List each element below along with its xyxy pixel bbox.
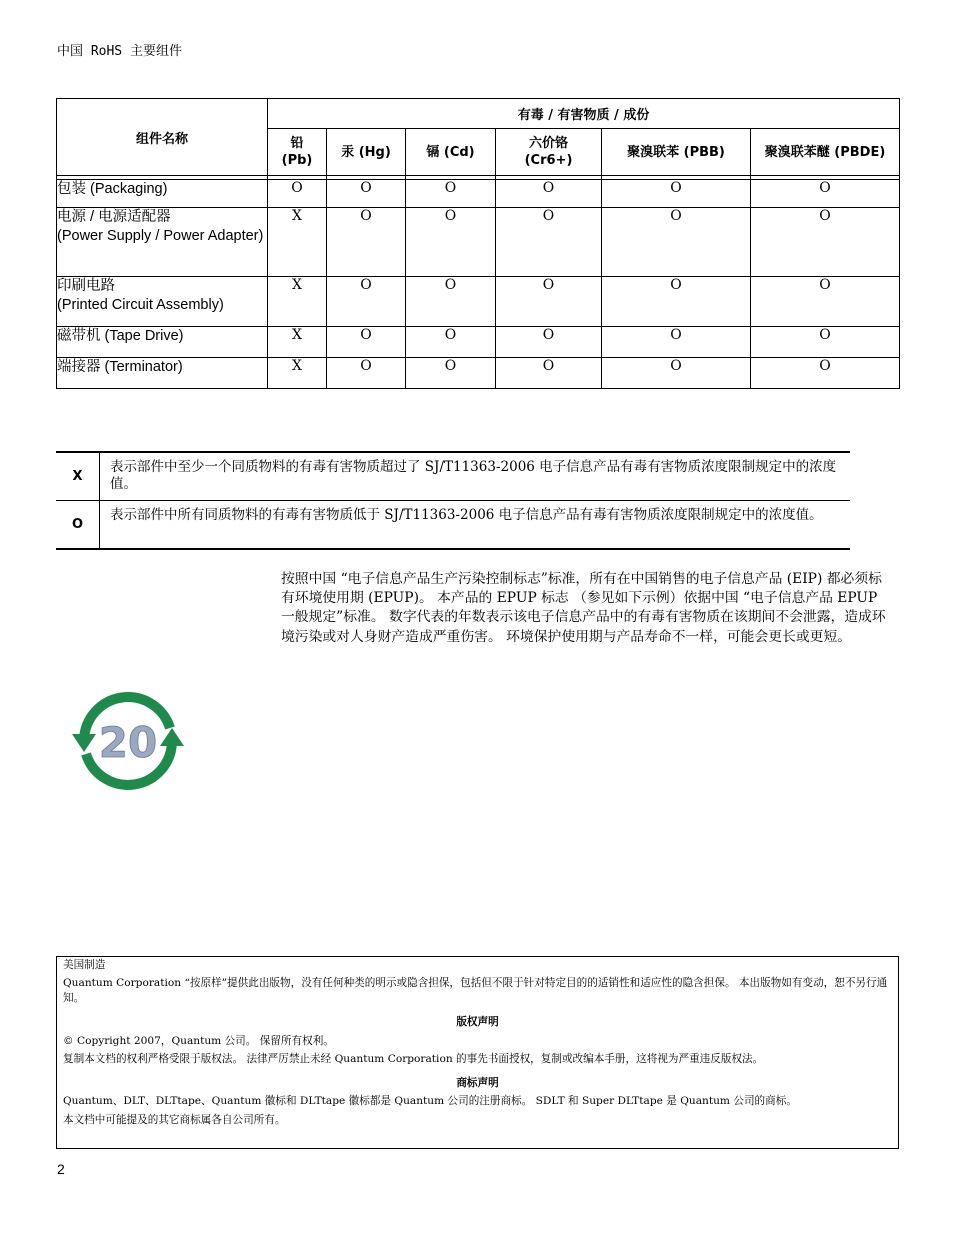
trademark-heading: 商标声明 xyxy=(456,1077,499,1089)
mark-cell: O xyxy=(327,180,406,208)
legend-description: 表示部件中至少一个同质物料的有毒有害物质超过了 SJ/T11363-2006 电子信息产品有毒有害物质浓度限制规定中的浓度值。 xyxy=(100,452,851,501)
mark-cell: O xyxy=(327,327,406,358)
mark-cell: X xyxy=(268,358,327,389)
component-cell: 端接器 (Terminator) xyxy=(57,358,268,389)
mark-cell: O xyxy=(496,208,602,277)
mark-cell: O xyxy=(751,327,900,358)
legend-row xyxy=(56,452,850,501)
recycle-arrows-icon xyxy=(70,690,186,792)
epup-number: 20 xyxy=(98,718,158,767)
mark-cell: O xyxy=(602,277,751,327)
mark-cell: O xyxy=(406,327,496,358)
table-row xyxy=(57,358,900,389)
component-cell: 磁带机 (Tape Drive) xyxy=(57,327,268,358)
mark-cell: O xyxy=(751,208,900,277)
mark-cell: O xyxy=(751,358,900,389)
mark-cell: O xyxy=(496,327,602,358)
epup-paragraph: 按照中国 “电子信息产品生产污染控制标志”标准，所有在中国销售的电子信息产品 (EIP) 都必须标有环境使用期 (EPUP)。 本产品的 EPUP 标志 （参见如下示例）依据中国 “电子信息产品 EPUP 一般规定”标准。 数字代表的年数表示该电子信息产品中的有毒有害物质在该期间不会泄露，造成环境污染或对人身财产造成严重伤害。 环境保护使用期与产品寿命不一样，可能会更长或更短。 xyxy=(281,571,886,645)
mark-cell: O xyxy=(602,208,751,277)
copyright-line: © Copyright 2007，Quantum 公司。 保留所有权利。 xyxy=(63,1035,334,1047)
rohs-substance-table xyxy=(56,98,900,389)
substance-header: 六价铬 (Cr6+) xyxy=(496,129,602,176)
table-row xyxy=(57,277,900,327)
mark-cell: O xyxy=(327,358,406,389)
disclaimer-text: Quantum Corporation “按原样”提供此出版物，没有任何种类的明示或隐含担保，包括但不限于针对特定目的的适销性和适应性的隐含担保。 本出版物如有变动，恕不另行通知。 xyxy=(63,977,888,1004)
page-header-title: 中国 RoHS 主要组件 xyxy=(57,44,182,59)
mark-cell: O xyxy=(751,180,900,208)
component-cell: 包装 (Packaging) xyxy=(57,180,268,208)
mark-cell: X xyxy=(268,208,327,277)
trademark-other: 本文档中可能提及的其它商标属各自公司所有。 xyxy=(63,1114,286,1126)
mark-cell: O xyxy=(327,208,406,277)
copyright-heading: 版权声明 xyxy=(456,1016,499,1028)
trademark-line: Quantum、DLT、DLTtape、Quantum 徽标和 DLTtape 徽标都是 Quantum 公司的注册商标。 SDLT 和 Super DLTtape 是 Quantum 公司的商标。 xyxy=(63,1095,797,1107)
page-number: 2 xyxy=(57,1161,65,1177)
mark-cell: O xyxy=(406,208,496,277)
component-name-header: 组件名称 xyxy=(57,99,268,176)
substance-header: 镉 (Cd) xyxy=(406,129,496,176)
legend-symbol: X xyxy=(56,452,100,501)
mark-cell: O xyxy=(496,180,602,208)
mark-cell: O xyxy=(602,358,751,389)
substance-header: 汞 (Hg) xyxy=(327,129,406,176)
substance-header: 聚溴联苯 (PBB) xyxy=(602,129,751,176)
mark-cell: O xyxy=(496,358,602,389)
hazardous-substance-group-header: 有毒 / 有害物质 / 成份 xyxy=(268,99,900,129)
mark-cell: O xyxy=(751,277,900,327)
table-row xyxy=(57,327,900,358)
table-row xyxy=(57,208,900,277)
mark-cell: X xyxy=(268,327,327,358)
mark-cell: O xyxy=(406,358,496,389)
mark-cell: O xyxy=(268,180,327,208)
component-cell: 电源 / 电源适配器 (Power Supply / Power Adapter) xyxy=(57,208,268,277)
legend-table xyxy=(56,451,850,550)
made-in-label: 美国制造 xyxy=(63,959,106,971)
mark-cell: O xyxy=(406,277,496,327)
mark-cell: O xyxy=(406,180,496,208)
footer-notice-box xyxy=(56,956,899,1149)
mark-cell: X xyxy=(268,277,327,327)
mark-cell: O xyxy=(327,277,406,327)
mark-cell: O xyxy=(496,277,602,327)
component-cell: 印刷电路 (Printed Circuit Assembly) xyxy=(57,277,268,327)
copyright-restriction: 复制本文档的权利严格受限于版权法。 法律严厉禁止未经 Quantum Corporation 的事先书面授权，复制或改编本手册，这将视为严重违反版权法。 xyxy=(63,1053,764,1065)
substance-header: 聚溴联苯醚 (PBDE) xyxy=(751,129,900,176)
epup-logo xyxy=(70,690,186,792)
table-row xyxy=(57,180,900,208)
legend-symbol: O xyxy=(56,501,100,549)
mark-cell: O xyxy=(602,327,751,358)
legend-row xyxy=(56,501,850,549)
legend-description: 表示部件中所有同质物料的有毒有害物质低于 SJ/T11363-2006 电子信息产品有毒有害物质浓度限制规定中的浓度值。 xyxy=(100,501,851,549)
substance-header: 铅 (Pb) xyxy=(268,129,327,176)
mark-cell: O xyxy=(602,180,751,208)
